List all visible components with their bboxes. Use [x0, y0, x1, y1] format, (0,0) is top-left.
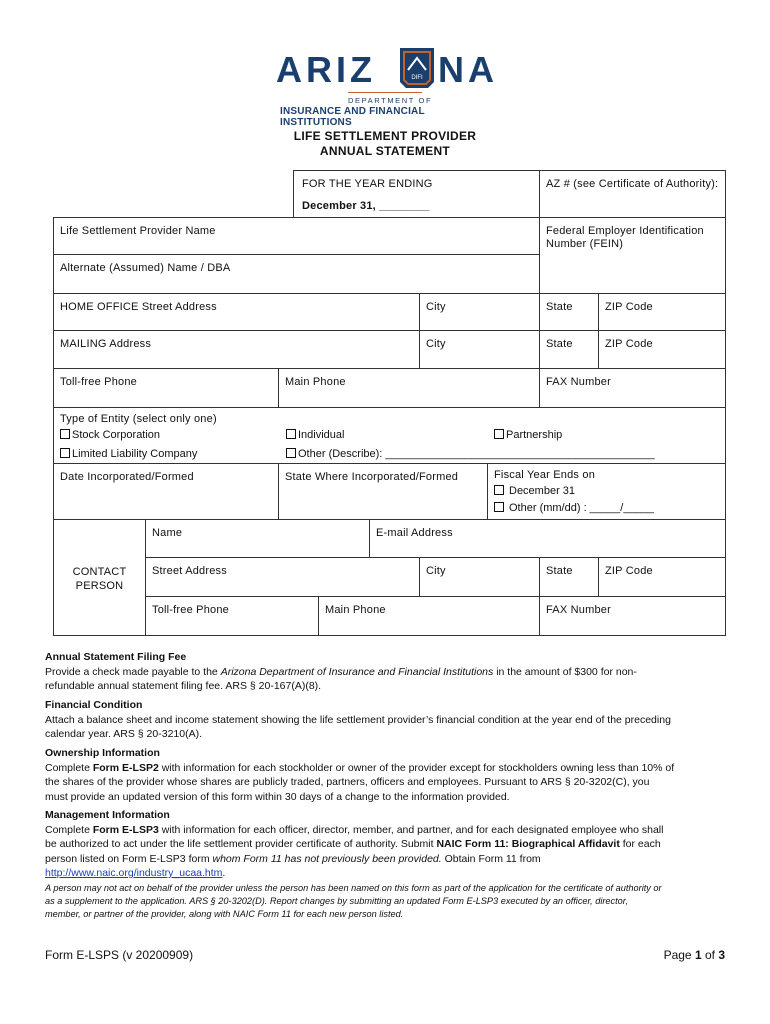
ownership-text-line3: must provide an updated version of this form within 30 days of a change to the information provided. [45, 790, 510, 803]
form-title-line2: ANNUAL STATEMENT [319, 144, 451, 158]
financial-condition-text-line2: calendar year. ARS § 20-3210(A). [45, 728, 203, 740]
management-link-line: http://www.naic.org/industry_ucaa.htm. [45, 867, 226, 879]
fein-field[interactable] [539, 217, 726, 294]
logo-department-line: DEPARTMENT OF [348, 96, 433, 105]
home-office-state-label: State [546, 301, 573, 313]
main-phone-field[interactable] [278, 368, 540, 408]
ownership-text-line2: the shares of the provider whose shares are publicly traded, partners, officers and employees. Pursuant to ARS § 20-3202(C), you [45, 776, 650, 788]
entity-other-option[interactable] [286, 448, 655, 460]
contact-label-line1: CONTACT [72, 566, 127, 578]
dba-label: Alternate (Assumed) Name / DBA [60, 262, 231, 274]
contact-name-field[interactable] [145, 519, 370, 558]
ownership-section [45, 746, 735, 804]
logo-agency-name: INSURANCE AND FINANCIAL INSTITUTIONS [280, 106, 425, 128]
contact-state-label: State [546, 565, 573, 577]
mailing-zip-label: ZIP Code [605, 338, 653, 350]
fiscal-dec31-label: December 31 [509, 485, 576, 497]
home-office-zip-field[interactable] [598, 293, 726, 331]
contact-main-phone-field[interactable] [318, 596, 540, 636]
management-text-line2: be authorized to act under the life settlement provider certificate of authority. Submit NAIC Form 11: Biographical Affidavit for each [45, 838, 661, 850]
management-text-line1: Complete Form E-LSP3 with information for each officer, director, member, and partner, and for each designated employee who shall [45, 823, 664, 836]
entity-type-section [53, 407, 726, 464]
arizona-emblem-icon [398, 46, 436, 90]
home-office-city-field[interactable] [419, 293, 540, 331]
contact-zip-label: ZIP Code [605, 565, 653, 577]
mailing-zip-field[interactable] [598, 330, 726, 369]
checkbox-other[interactable] [286, 448, 296, 458]
contact-email-field[interactable] [369, 519, 726, 558]
contact-main-phone-label: Main Phone [325, 604, 386, 616]
dba-field[interactable] [53, 254, 540, 294]
main-phone-label: Main Phone [285, 376, 346, 388]
financial-condition-section [45, 698, 735, 742]
checkbox-fiscal-other[interactable] [494, 502, 504, 512]
entity-partnership-label: Partnership [506, 429, 563, 441]
year-ending-label: FOR THE YEAR ENDING [302, 178, 433, 190]
home-office-label: HOME OFFICE Street Address [60, 301, 217, 313]
fax-number-label: FAX Number [546, 376, 611, 388]
entity-partnership-option[interactable] [494, 429, 562, 441]
legal-note-line1: A person may not act on behalf of the provider unless the person has been named on this form as part of the application for the certificate of authority or [45, 883, 662, 893]
filing-fee-section [45, 650, 735, 694]
ownership-text-line1: Complete Form E-LSP2 with information for each stockholder or owner of the provider except for stockholders owning less than 10% of [45, 761, 675, 774]
contact-city-field[interactable] [419, 557, 540, 597]
management-section [45, 808, 735, 881]
contact-tollfree-label: Toll-free Phone [152, 604, 229, 616]
entity-stock-option[interactable] [60, 429, 160, 441]
checkbox-partnership[interactable] [494, 429, 504, 439]
contact-tollfree-field[interactable] [145, 596, 319, 636]
entity-stock-label: Stock Corporation [72, 429, 161, 441]
contact-person-label [54, 565, 145, 593]
entity-llc-label: Limited Liability Company [72, 448, 198, 460]
year-ending-field[interactable] [293, 170, 540, 218]
home-office-state-field[interactable] [539, 293, 599, 331]
ownership-heading: Ownership Information [45, 747, 160, 759]
form-version: Form E-LSPS (v 20200909) [45, 948, 194, 962]
tollfree-phone-label: Toll-free Phone [60, 376, 137, 388]
fax-number-field[interactable] [539, 368, 726, 408]
contact-fax-field[interactable] [539, 596, 726, 636]
management-text-line3: person listed on Form E-LSP3 form whom Form 11 has not previously been provided. Obtain Form 11 from [45, 852, 541, 865]
entity-other-label: Other (Describe): ____________________________________________ [298, 448, 655, 460]
mailing-label: MAILING Address [60, 338, 152, 350]
checkbox-stock-corporation[interactable] [60, 429, 70, 439]
entity-type-label: Type of Entity (select only one) [60, 413, 217, 425]
mailing-address-field[interactable] [53, 330, 420, 369]
fiscal-year-label: Fiscal Year Ends on [494, 469, 596, 481]
naic-form11-link[interactable]: http://www.naic.org/industry_ucaa.htm [45, 867, 223, 879]
contact-street-label: Street Address [152, 565, 227, 577]
financial-condition-text-line1: Attach a balance sheet and income statement showing the life settlement provider’s financial condition at the year end of the preceding [45, 713, 671, 726]
state-incorporated-label: State Where Incorporated/Formed [285, 471, 459, 483]
svg-text:DIFI: DIFI [411, 75, 423, 81]
legal-note [45, 882, 735, 921]
home-office-zip-label: ZIP Code [605, 301, 653, 313]
form-title-line1: LIFE SETTLEMENT PROVIDER [293, 129, 477, 143]
az-number-field[interactable] [539, 170, 726, 218]
fiscal-other-option[interactable] [494, 502, 654, 514]
contact-fax-label: FAX Number [546, 604, 611, 616]
contact-person-label-cell [53, 519, 146, 636]
logo-word-left: ARIZ [276, 49, 376, 90]
filing-fee-heading: Annual Statement Filing Fee [45, 651, 187, 663]
fiscal-other-label: Other (mm/dd) : _____/_____ [509, 502, 654, 514]
year-ending-value: December 31, ________ [302, 200, 430, 212]
home-office-city-label: City [426, 301, 446, 313]
date-incorporated-label: Date Incorporated/Formed [60, 471, 194, 483]
tollfree-phone-field[interactable] [53, 368, 279, 408]
state-incorporated-field[interactable] [278, 463, 488, 520]
checkbox-individual[interactable] [286, 429, 296, 439]
contact-zip-field[interactable] [598, 557, 726, 597]
form-title [235, 129, 535, 158]
contact-street-field[interactable] [145, 557, 420, 597]
logo-word-right: NA [438, 49, 498, 90]
contact-city-label: City [426, 565, 446, 577]
az-number-label: AZ # (see Certificate of Authority): [546, 178, 719, 190]
mailing-city-label: City [426, 338, 446, 350]
management-heading: Management Information [45, 809, 170, 821]
mailing-city-field[interactable] [419, 330, 540, 369]
provider-name-field[interactable] [53, 217, 540, 255]
contact-email-label: E-mail Address [376, 527, 453, 539]
fiscal-year-section [487, 463, 726, 520]
provider-name-label: Life Settlement Provider Name [60, 225, 216, 237]
date-incorporated-field[interactable] [53, 463, 279, 520]
checkbox-fiscal-dec31[interactable] [494, 485, 504, 495]
contact-name-label: Name [152, 527, 183, 539]
agency-logo [274, 44, 498, 128]
entity-individual-option[interactable] [286, 429, 344, 441]
legal-note-line2: as a supplement to the application. ARS § 20-3202(D). Report changes by submitting an updated Form E-LSP3 executed by an officer, director, [45, 896, 628, 906]
mailing-state-field[interactable] [539, 330, 599, 369]
fein-label: Federal Employer Identification Number (FEIN) [546, 225, 704, 250]
filing-fee-text-line1: Provide a check made payable to the Arizona Department of Insurance and Financial Institutions in the amount of $300 for non- [45, 665, 637, 678]
fiscal-dec31-option[interactable] [494, 485, 575, 497]
contact-label-line2: PERSON [75, 580, 124, 592]
page-number: Page 1 of 3 [663, 948, 725, 962]
checkbox-llc[interactable] [60, 448, 70, 458]
filing-fee-text-line2: refundable annual statement filing fee. ARS § 20-167(A)(8). [45, 680, 322, 692]
entity-individual-label: Individual [298, 429, 345, 441]
legal-note-line3: member, or partner of the provider, along with NAIC Form 11 for each new person listed. [45, 909, 404, 919]
home-office-address-field[interactable] [53, 293, 420, 331]
logo-divider [348, 92, 422, 93]
financial-condition-heading: Financial Condition [45, 699, 143, 711]
contact-state-field[interactable] [539, 557, 599, 597]
entity-llc-option[interactable] [60, 448, 197, 460]
mailing-state-label: State [546, 338, 573, 350]
